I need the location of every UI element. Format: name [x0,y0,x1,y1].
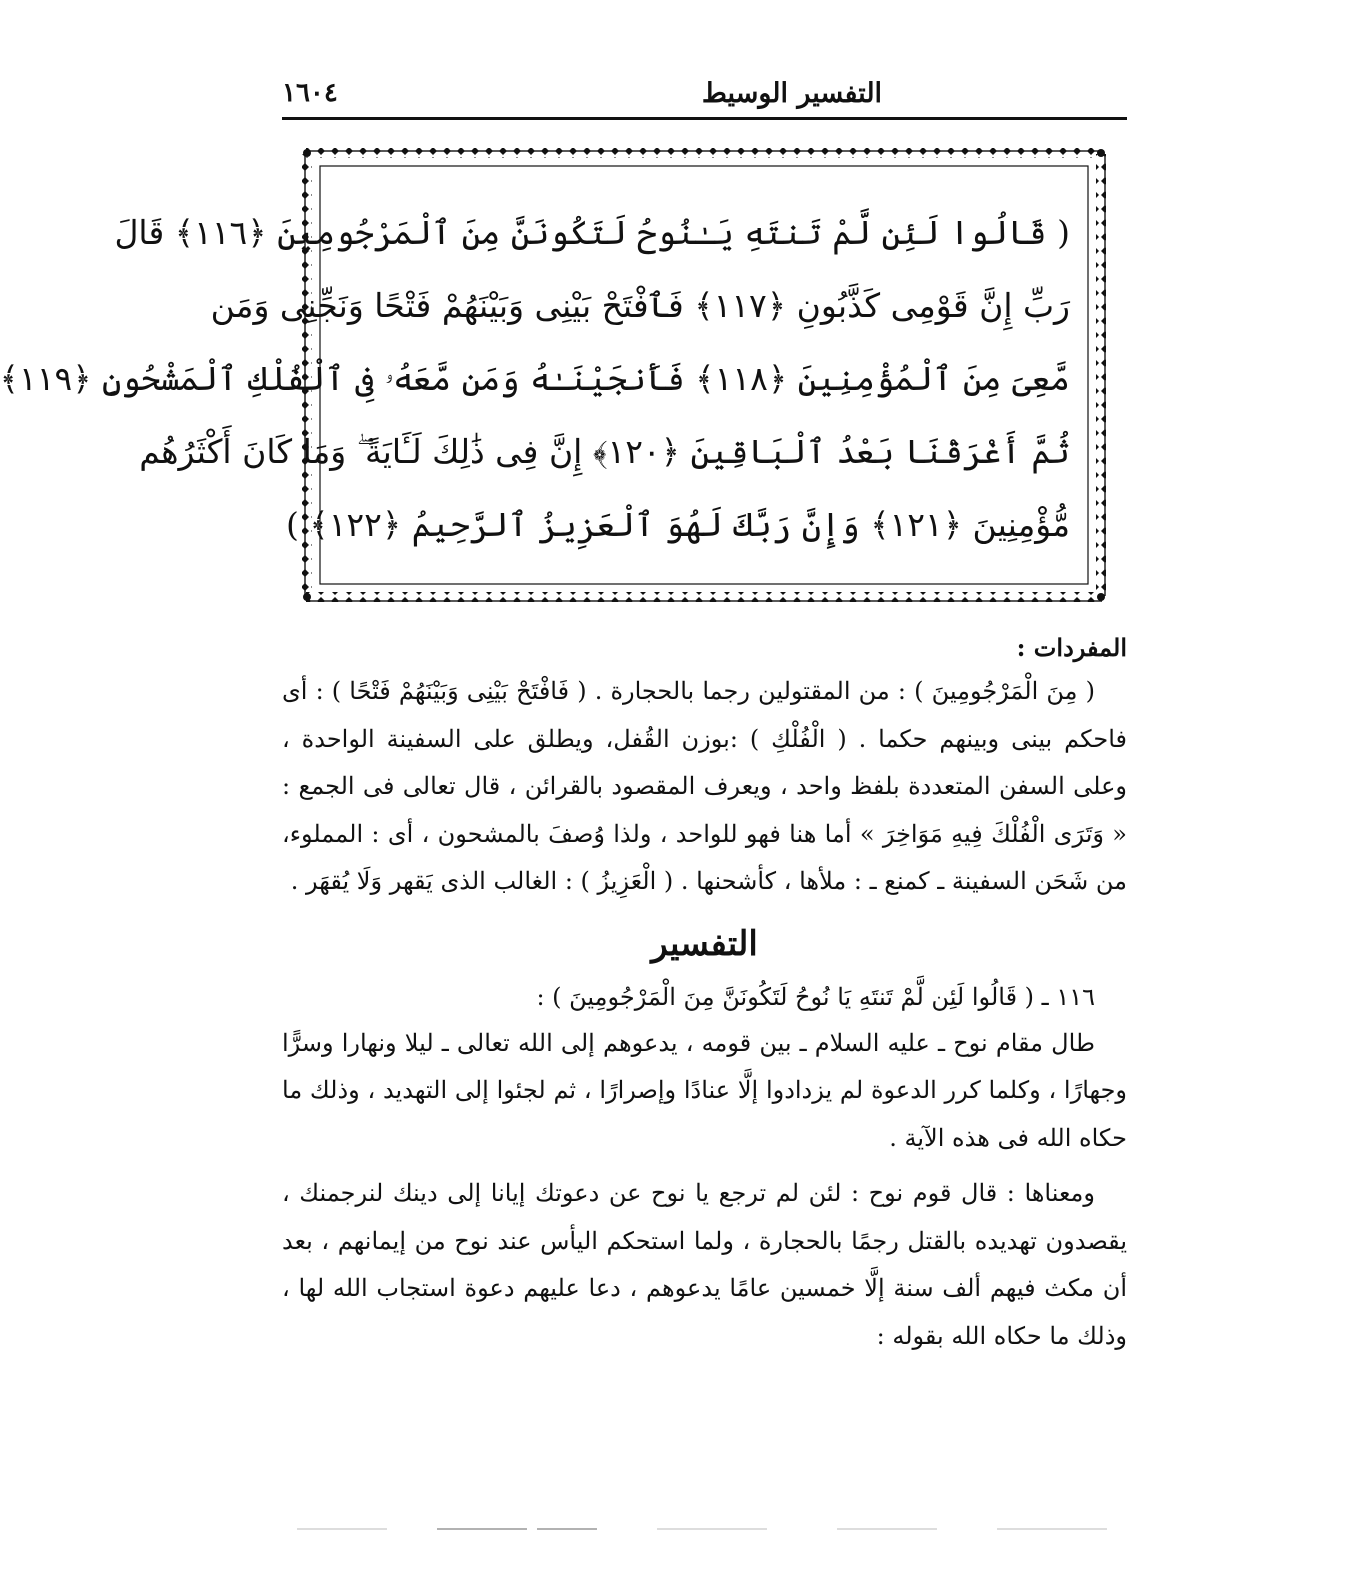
tafsir-heading: التفسير [651,923,758,964]
verse-line: ( قَالُوا لَئِن لَّمْ تَنتَهِ يَـٰنُوحُ لَتَكُونَنَّ مِنَ ٱلْمَرْجُومِينَ ﴿١١٦﴾ قَالَ [114,213,1070,252]
quran-verses [0,196,1070,596]
verse-frame [0,146,1108,604]
tafsir-paragraph-2: ومعناها : قال قوم نوح : لئن لم ترجع يا نوح عن دعوتك إيانا إلى دينك لنرجمنك ، يقصدون تهديده بالقتل رجمًا بالحجارة ، ولما استحكم اليأس عند نوح من إيمانهم ، بعد أن مكث فيهم ألف سنة إلَّا خمسين عامًا يدعوهم ، دعا عليهم دعوة استجاب الله لها ، وذلك ما حكاه الله بقوله : [282,1179,1127,1350]
verse-line: رَبِّ إِنَّ قَوْمِى كَذَّبُونِ ﴿١١٧﴾ فَٱفْتَحْ بَيْنِى وَبَيْنَهُمْ فَتْحًا وَنَجِّنِى وَمَن [210,286,1070,325]
running-title: التفسير الوسيط [701,78,883,109]
verse-line: مُّؤْمِنِينَ ﴿١٢١﴾ وَإِنَّ رَبَّكَ لَهُوَ ٱلْعَزِيزُ ٱلرَّحِيمُ ﴿١٢٢﴾ ) [285,505,1070,544]
page-number: ١٦٠٤ [282,78,338,108]
verse-line: ثُمَّ أَغْرَقْنَا بَعْدُ ٱلْبَاقِينَ ﴿١٢٠﴾ إِنَّ فِى ذَٰلِكَ لَـَٔايَةً ۖ وَمَا كَانَ أَكْثَرُهُم [139,432,1070,471]
footer-scan-marks [297,1528,1127,1531]
vocabulary-heading: المفردات : [1016,633,1127,662]
tafsir-paragraph-1: طال مقام نوح ـ عليه السلام ـ بين قومه ، يدعوهم إلى الله تعالى ـ ليلا ونهارا وسرًّا وجهارًا ، وكلما كرر الدعوة لم يزدادوا إلَّا عنادًا وإصرارًا ، ثم لجئوا إلى التهديد ، وذلك ما حكاه الله فى هذه الآية . [282,1028,1127,1152]
verse-line: مَّعِىَ مِنَ ٱلْمُؤْمِنِينَ ﴿١١٨﴾ فَأَنجَيْنَـٰهُ وَمَن مَّعَهُۥ فِى ٱلْفُلْكِ ٱلْمَشْحُونِ ﴿١١٩﴾ [0,359,1070,398]
vocabulary-paragraph: ( مِنَ الْمَرْجُومِينَ ) : من المقتولين رجما بالحجارة . ( فَافْتَحْ بَيْنِى وَبَيْنَهُمْ فَتْحًا ) : أى فاحكم بينى وبينهم حكما . ( الْفُلْكِ ) :بوزن القُفل، ويطلق على السفينة الواحدة ، وعلى السفن المتعددة بلفظ واحد ، ويعرف المقصود بالقرائن ، قال تعالى فى الجمع : « وَتَرَى الْفُلْكَ فِيهِ مَوَاخِرَ » أما هنا فهو للواحد ، ولذا وُصفَ بالمشحون ، أى : المملوء، من شَحَن السفينة ـ كمنع ـ : ملأها ، كأشحنها . ( الْعَزِيزُ ) : الغالب الذى يَقهر وَلَا يُقهَر . [282,677,1127,895]
main-text [282,628,1127,1360]
paragraph-gap [282,1162,1127,1170]
verse-reference: ١١٦ ـ ( قَالُوا لَئِن لَّمْ تَنتَهِ يَا نُوحُ لَتَكُونَنَّ مِنَ الْمَرْجُومِينَ ) : [536,982,1095,1011]
page-header [282,70,1127,116]
header-rule [282,117,1127,120]
